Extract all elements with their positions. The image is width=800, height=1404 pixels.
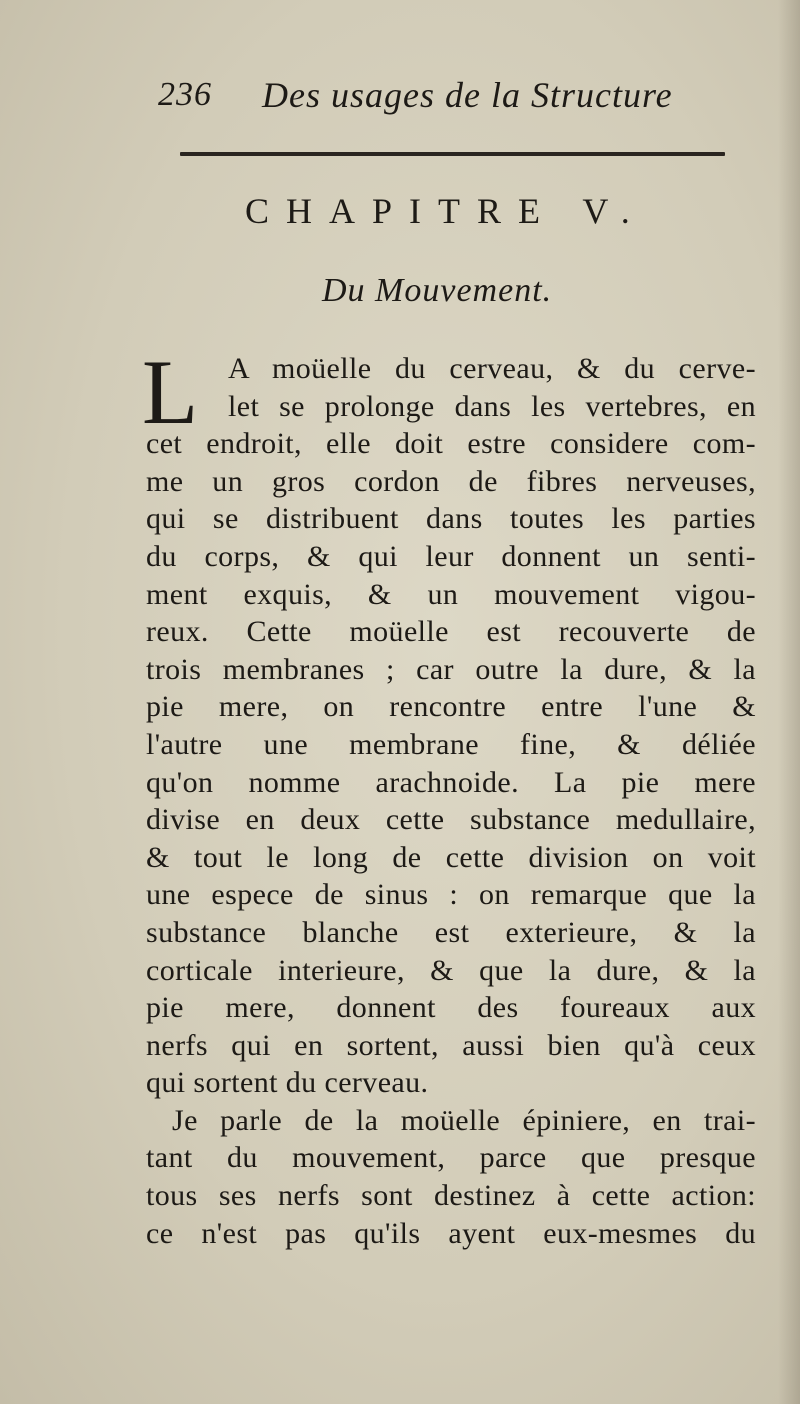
running-title: Des usages de la Structure (262, 75, 673, 115)
text-line: & tout le long de cette division on voit (146, 840, 756, 874)
body-text (146, 350, 756, 1252)
chapter-heading: CHAPITRE V. (245, 191, 647, 231)
text-line: corticale interieure, & que la dure, & la (146, 953, 756, 987)
header-rule (180, 152, 725, 156)
text-line: l'autre une membrane fine, & déliée (146, 727, 756, 761)
drop-cap: L (142, 341, 199, 443)
text-line: une espece de sinus : on remarque que la (146, 878, 756, 912)
text-line: divise en deux cette substance medullaire, (146, 803, 756, 837)
section-title: Du Mouvement. (322, 272, 553, 309)
text-line: du corps, & qui leur donnent un senti- (146, 539, 756, 573)
text-line: qui se distribuent dans toutes les parties (146, 502, 756, 536)
page-number: 236 (158, 76, 212, 113)
text-line: tous ses nerfs sont destinez à cette action: (146, 1179, 756, 1213)
text-line: nerfs qui en sortent, aussi bien qu'à ceux (146, 1028, 756, 1062)
text-line: tant du mouvement, parce que presque (146, 1141, 756, 1175)
text-line: Je parle de la moüelle épiniere, en trai- (172, 1103, 756, 1137)
text-line: qu'on nomme arachnoide. La pie mere (146, 765, 756, 799)
text-line: cet endroit, elle doit estre considere com- (146, 427, 756, 461)
text-line: substance blanche est exterieure, & la (146, 915, 756, 949)
text-line: me un gros cordon de fibres nerveuses, (146, 464, 756, 498)
text-line: reux. Cette moüelle est recouverte de (146, 615, 756, 649)
text-line: trois membranes ; car outre la dure, & la (146, 652, 756, 686)
text-line: ment exquis, & un mouvement vigou- (146, 577, 756, 611)
text-line: pie mere, on rencontre entre l'une & (146, 690, 756, 724)
text-line: pie mere, donnent des foureaux aux (146, 991, 756, 1025)
text-line: A moüelle du cerveau, & du cerve- (228, 352, 756, 385)
page-header (0, 68, 800, 128)
text-line: ce n'est pas qu'ils ayent eux-mesmes du (146, 1216, 756, 1250)
text-line: let se prolonge dans les vertebres, en (228, 389, 756, 423)
text-line: qui sortent du cerveau. (146, 1066, 429, 1100)
